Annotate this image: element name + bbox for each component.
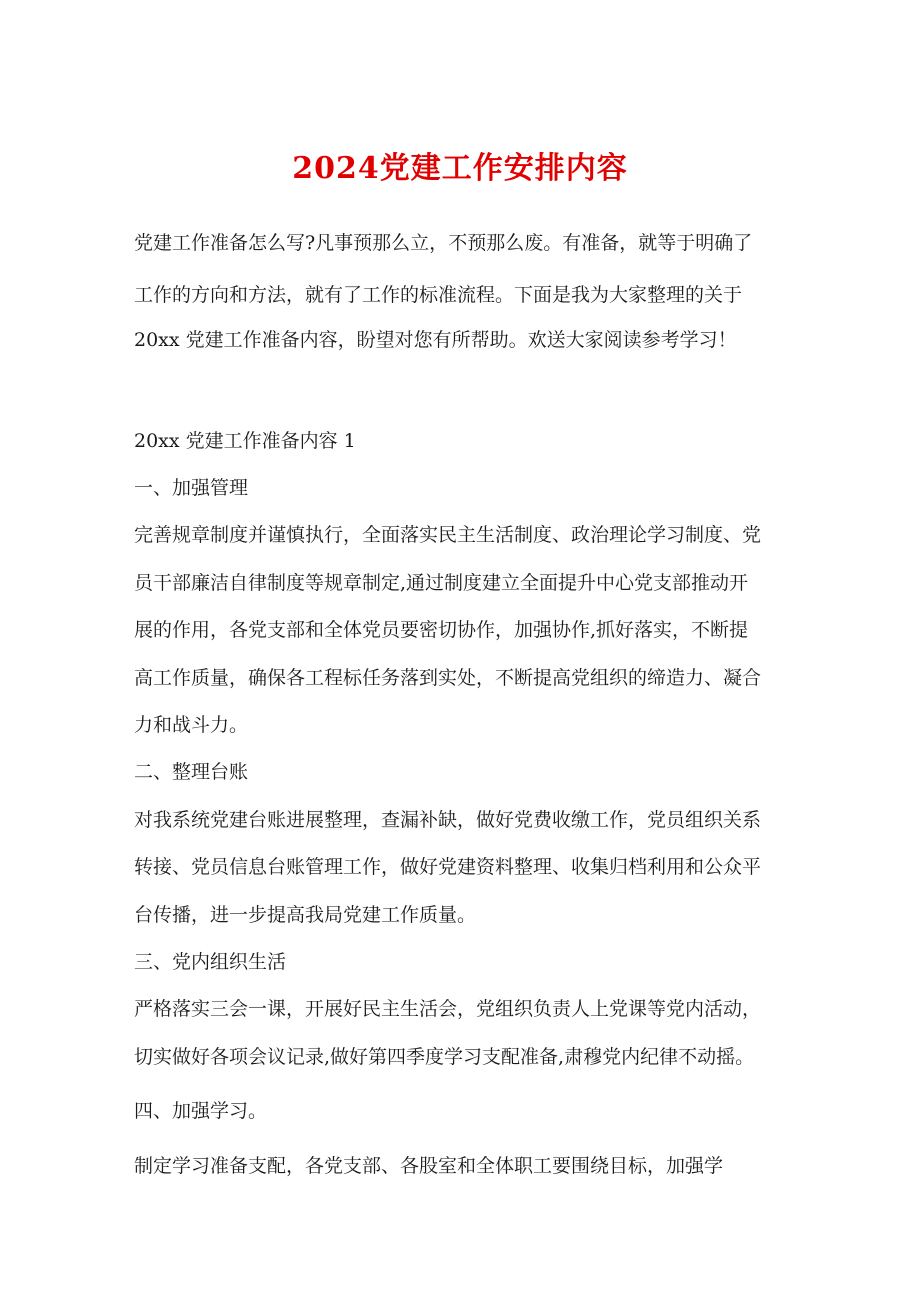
item-1-line-5: 力和战斗力。	[134, 714, 249, 736]
item-3-line-2: 切实做好各项会议记录,做好第四季度学习支配准备,肃穆党内纪律不动摇。	[134, 1046, 755, 1068]
section-title: 20xx 党建工作准备内容 1	[134, 430, 356, 452]
intro-line-3: 20xx 党建工作准备内容，盼望对您有所帮助。欢送大家阅读参考学习！	[134, 329, 737, 351]
item-heading-4: 四、加强学习。	[134, 1100, 268, 1122]
item-1-line-1: 完善规章制度并谨慎执行，全面落实民主生活制度、政治理论学习制度、党	[134, 524, 762, 546]
item-1-line-4: 高工作质量，确保各工程标任务落到实处，不断提高党组织的缔造力、凝合	[134, 667, 762, 689]
item-3-line-1: 严格落实三会一课，开展好民主生活会，党组织负责人上党课等党内活动，	[134, 998, 762, 1020]
intro-line-1: 党建工作准备怎么写?凡事预那么立，不预那么废。有准备，就等于明确了	[134, 232, 753, 254]
item-1-line-2: 员干部廉洁自律制度等规章制定,通过制度建立全面提升中心党支部推动开	[134, 572, 749, 594]
item-2-line-1: 对我系统党建台账进展整理，查漏补缺，做好党费收缴工作，党员组织关系	[134, 809, 762, 831]
item-heading-3: 三、党内组织生活	[134, 951, 287, 973]
item-2-line-2: 转接、党员信息台账管理工作，做好党建资料整理、收集归档利用和公众平	[134, 856, 762, 878]
intro-line-2: 工作的方向和方法，就有了工作的标准流程。下面是我为大家整理的关于	[134, 284, 743, 306]
item-2-line-3: 台传播，进一步提高我局党建工作质量。	[134, 904, 477, 926]
item-heading-1: 一、加强管理	[134, 477, 249, 499]
item-heading-2: 二、整理台账	[134, 761, 249, 783]
item-1-line-3: 展的作用，各党支部和全体党员要密切协作，加强协作,抓好落实，不断提	[134, 619, 749, 641]
item-4-line-1: 制定学习准备支配，各党支部、各股室和全体职工要围绕目标，加强学	[134, 1155, 724, 1177]
document-title: 2024党建工作安排内容	[292, 151, 628, 186]
